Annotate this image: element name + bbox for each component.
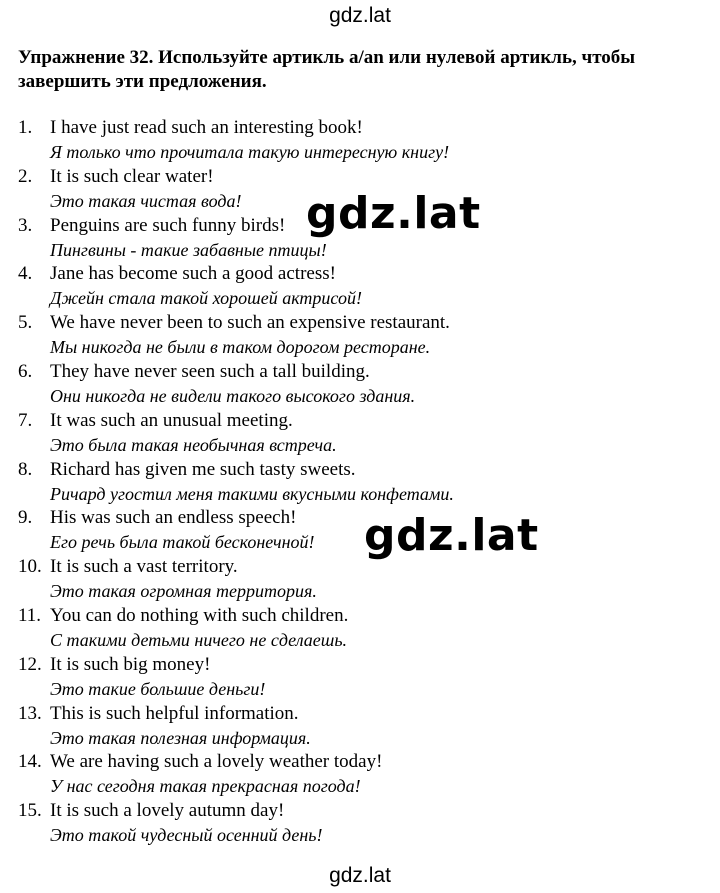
item-number: 10. [18, 556, 42, 578]
item-number: 7. [18, 409, 33, 431]
item-number: 2. [18, 165, 33, 187]
english-sentence: Penguins are such funny birds! [50, 214, 286, 236]
russian-translation: Это была такая необычная встреча. [50, 434, 337, 455]
english-sentence: It is such a vast territory. [50, 556, 238, 578]
english-sentence: Richard has given me such tasty sweets. [50, 458, 356, 480]
item-number: 3. [18, 214, 33, 236]
watermark-bottom: gdz.lat [329, 864, 391, 887]
russian-translation: У нас сегодня такая прекрасная погода! [50, 776, 361, 797]
item-number: 9. [18, 507, 33, 529]
english-sentence: They have never seen such a tall building. [50, 360, 370, 382]
watermark-overlay: gdz.lat [306, 188, 481, 239]
list-item [18, 702, 708, 751]
russian-translation: Я только что прочитала такую интересную книгу! [50, 142, 450, 162]
english-sentence: I have just read such an interesting book! [50, 117, 363, 138]
english-sentence: You can do nothing with such children. [50, 604, 349, 626]
russian-translation: Это такие большие деньги! [50, 678, 266, 699]
russian-translation: Его речь была такой бесконечной! [50, 532, 315, 553]
russian-translation: Это такая полезная информация. [50, 727, 311, 748]
item-number: 14. [18, 751, 42, 773]
item-number: 11. [18, 604, 42, 626]
english-sentence: It is such clear water! [50, 165, 214, 187]
list-item [18, 262, 708, 311]
list-item [18, 653, 708, 702]
english-sentence: It was such an unusual meeting. [50, 409, 293, 431]
english-sentence: His was such an endless speech! [50, 507, 297, 529]
list-item [18, 458, 708, 507]
item-number: 12. [18, 653, 42, 675]
russian-translation: Это такой чудесный осенний день! [50, 825, 323, 846]
list-item [18, 799, 708, 848]
item-number: 15. [18, 800, 42, 822]
russian-translation: С такими детьми ничего не сделаешь. [50, 629, 348, 650]
list-item [18, 506, 708, 555]
russian-translation: Джейн стала такой хорошей актрисой! [50, 288, 362, 309]
list-item [18, 604, 708, 653]
russian-translation: Они никогда не видели такого высокого здания. [50, 385, 416, 406]
watermark-overlay: gdz.lat [364, 510, 539, 561]
english-sentence: We have never been to such an expensive restaurant. [50, 312, 450, 334]
english-sentence: We are having such a lovely weather today! [50, 751, 383, 773]
english-sentence: This is such helpful information. [50, 702, 299, 724]
english-sentence: It is such a lovely autumn day! [50, 800, 285, 822]
russian-translation: Это такая огромная территория. [50, 581, 317, 602]
item-number: 4. [18, 263, 33, 285]
exercise-heading: Упражнение 32. Используйте артикль a/an или нулевой артикль, чтобы завершить эти предложения. [18, 47, 636, 92]
item-number: 13. [18, 702, 42, 724]
russian-translation: Пингвины - такие забавные птицы! [50, 239, 327, 260]
watermark-top: gdz.lat [329, 4, 391, 27]
list-item [18, 360, 708, 409]
list-item [18, 555, 708, 604]
list-item [18, 311, 708, 360]
russian-translation: Ричард угостил меня такими вкусными конфетами. [50, 483, 454, 504]
english-sentence: Jane has become such a good actress! [50, 263, 336, 285]
english-sentence: It is such big money! [50, 653, 211, 675]
russian-translation: Это такая чистая вода! [50, 190, 242, 211]
item-number: 8. [18, 458, 33, 480]
list-item [18, 750, 708, 799]
item-number: 6. [18, 360, 33, 382]
list-item [18, 116, 708, 165]
item-number: 1. [18, 117, 33, 138]
item-number: 5. [18, 312, 33, 334]
list-item [18, 409, 708, 458]
russian-translation: Мы никогда не были в таком дорогом ресторане. [50, 337, 431, 358]
